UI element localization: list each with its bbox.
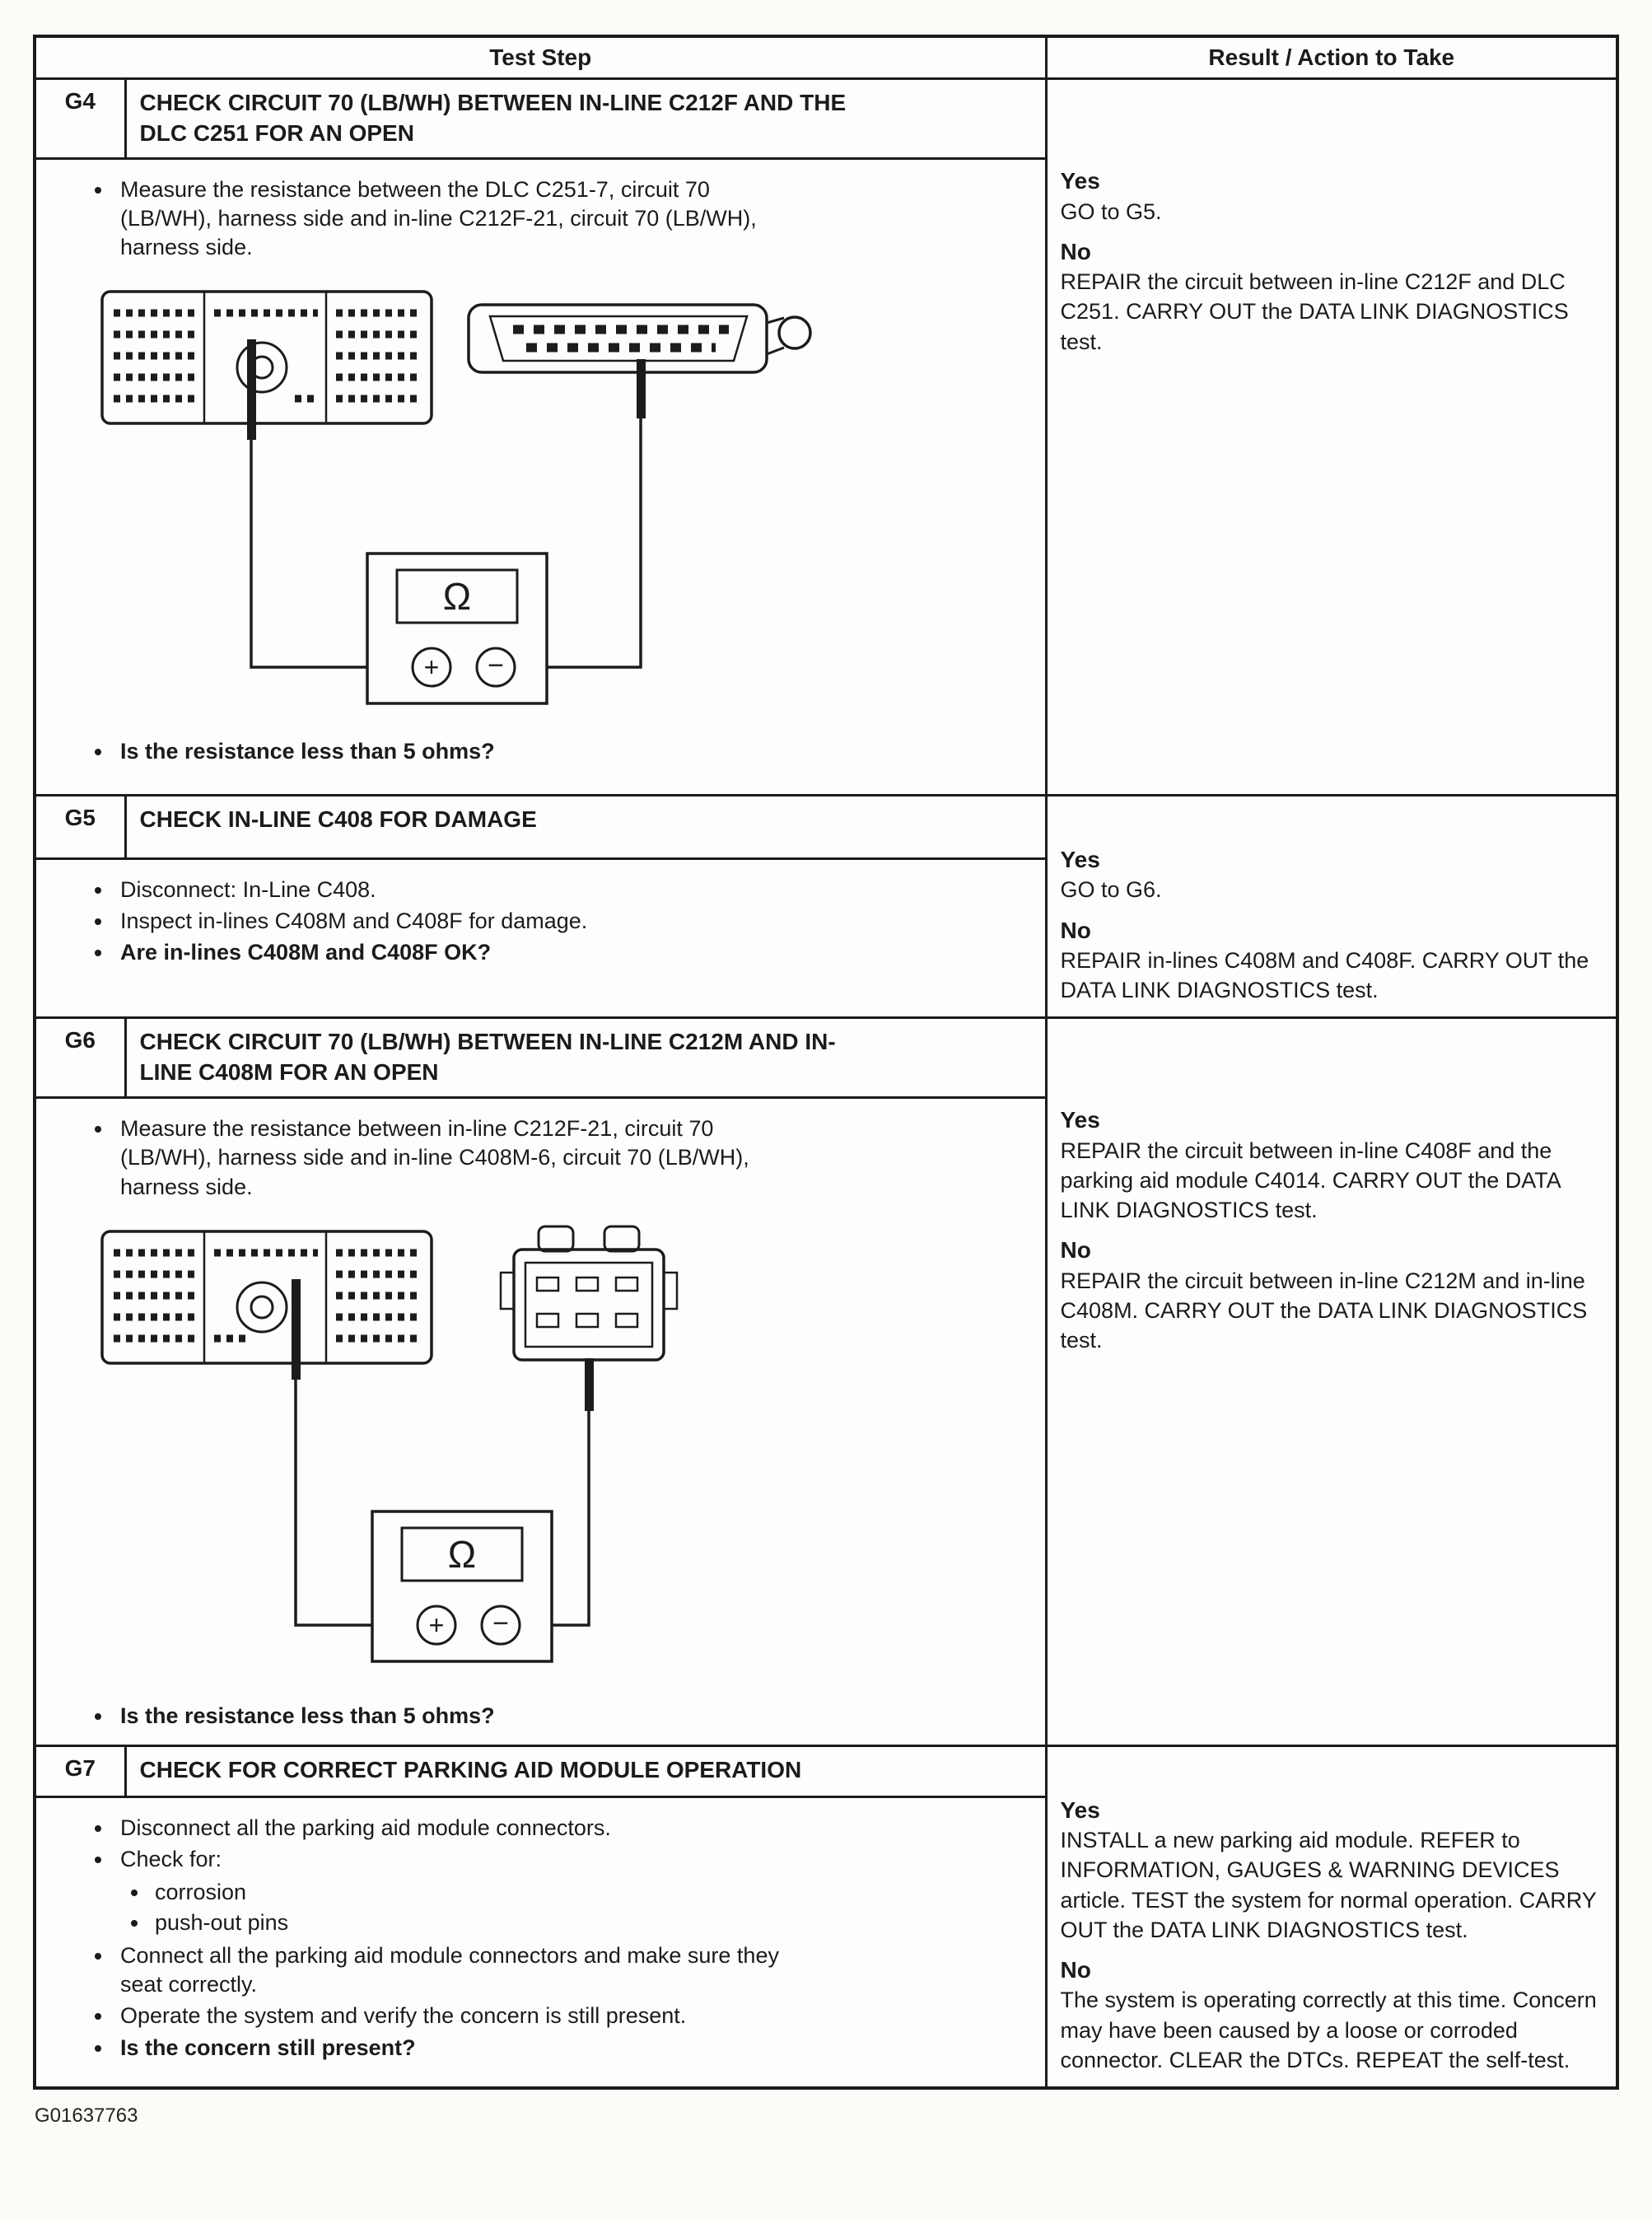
test-probe: [292, 1279, 301, 1380]
result-yes-label: Yes: [1060, 1796, 1100, 1823]
step-g5-id: G5: [35, 795, 125, 858]
terminal-cavity: [576, 1314, 598, 1327]
test-question: • Is the resistance less than 5 ohms?: [114, 737, 804, 766]
step-g4-instructions: [41, 175, 1035, 262]
step-g7-id: G7: [35, 1745, 125, 1796]
connector-keyway: [237, 343, 287, 392]
step-g7-instructions: [41, 1814, 1035, 1874]
step-g4-title: CHECK CIRCUIT 70 (LB/WH) BETWEEN IN-LINE C212F AND THE DLC C251 FOR AN OPEN: [125, 79, 1046, 159]
step-g5-title: CHECK IN-LINE C408 FOR DAMAGE: [125, 795, 1046, 858]
g6-wiring-diagram: [94, 1222, 1035, 1689]
step-g5-title-row: [35, 795, 1617, 858]
terminal-cavity: [616, 1278, 637, 1291]
column-header-test-step: Test Step: [35, 36, 1046, 79]
pinpoint-test-table: [33, 35, 1619, 2090]
ohmmeter: [372, 1511, 552, 1661]
connector-keyway-center: [251, 1296, 273, 1318]
step-g7-title: CHECK FOR CORRECT PARKING AID MODULE OPERATION: [125, 1745, 1046, 1796]
step-g5-body-cell: [35, 859, 1046, 1018]
step-g7-instructions-continued: [41, 1941, 1035, 2062]
check-item: • corrosion: [150, 1878, 797, 1907]
plus-symbol: +: [423, 652, 440, 683]
connector-tab: [604, 1226, 639, 1251]
ohm-symbol: Ω: [442, 575, 472, 619]
check-item: • push-out pins: [150, 1908, 797, 1937]
test-lead-wire-left: [251, 440, 367, 667]
test-question: • Are in-lines C408M and C408F OK?: [114, 938, 804, 967]
terminal-cavity: [616, 1314, 637, 1327]
terminal-cavity: [537, 1314, 558, 1327]
result-no-action: REPAIR in-lines C408M and C408F. CARRY OUT the DATA LINK DIAGNOSTICS test.: [1060, 948, 1589, 1003]
result-no-label: No: [1060, 1237, 1091, 1264]
test-instruction: • Operate the system and verify the concern is still present.: [114, 2002, 804, 2030]
result-yes-action: GO to G6.: [1060, 877, 1162, 903]
step-g4-result-cell: [1046, 79, 1617, 796]
step-g4-title-row: [35, 79, 1617, 159]
figure-id: G01637763: [35, 2104, 138, 2127]
result-yes-label: Yes: [1060, 846, 1100, 872]
inline-connector-c212m: [102, 1231, 432, 1380]
terminal-cavity: [576, 1278, 598, 1291]
table-header-row: [35, 36, 1617, 79]
result-yes-label: Yes: [1060, 1107, 1100, 1133]
test-question: • Is the concern still present?: [114, 2034, 804, 2063]
test-probe: [637, 359, 646, 418]
connector-tab: [539, 1226, 573, 1251]
terminal-cavity: [537, 1278, 558, 1291]
result-yes-action: INSTALL a new parking aid module. REFER to INFORMATION, GAUGES & WARNING DEVICES article. TEST the system for normal operation. CARRY OUT the DATA LINK DIAGNOSTICS test.: [1060, 1828, 1597, 1942]
connector-keyway: [237, 1282, 287, 1332]
test-lead-wire-left: [296, 1380, 372, 1625]
result-no-action: REPAIR the circuit between in-line C212F and DLC C251. CARRY OUT the DATA LINK DIAGNOSTICS test.: [1060, 269, 1569, 354]
ohmmeter: [367, 554, 547, 703]
step-g6-result-cell: [1046, 1018, 1617, 1745]
step-g6-id: G6: [35, 1018, 125, 1098]
g4-diagram-svg: [94, 282, 819, 718]
connector-ear: [664, 1273, 677, 1309]
plus-symbol: +: [428, 1609, 445, 1640]
result-yes-label: Yes: [1060, 168, 1100, 194]
column-header-result: Result / Action to Take: [1046, 36, 1617, 79]
test-probe: [585, 1358, 594, 1411]
result-no-action: REPAIR the circuit between in-line C212M and in-line C408M. CARRY OUT the DATA LINK DIAGNOSTICS test.: [1060, 1268, 1588, 1353]
test-question: • Is the resistance less than 5 ohms?: [114, 1702, 804, 1731]
mounting-hole: [779, 317, 810, 348]
test-instruction: • Inspect in-lines C408M and C408F for damage.: [114, 907, 804, 936]
inline-connector-c408m: [501, 1226, 677, 1411]
step-g5-result-cell: [1046, 795, 1617, 1018]
inline-connector-c212f: [102, 292, 432, 440]
result-yes-action: REPAIR the circuit between in-line C408F and the parking aid module C4014. CARRY OUT the DATA LINK DIAGNOSTICS test.: [1060, 1138, 1561, 1223]
test-instruction: • Measure the resistance between the DLC C251-7, circuit 70 (LB/WH), harness side and in-line C212F-21, circuit 70 (LB/WH), harness side.: [114, 175, 804, 262]
g6-diagram-svg: [94, 1222, 819, 1683]
step-g6-title: CHECK CIRCUIT 70 (LB/WH) BETWEEN IN-LINE C212M AND IN-LINE C408M FOR AN OPEN: [125, 1018, 1046, 1098]
result-yes-action: GO to G5.: [1060, 199, 1162, 224]
step-g7-result-cell: [1046, 1745, 1617, 2088]
test-instruction: • Check for:: [114, 1845, 804, 1874]
step-g6-title-row: [35, 1018, 1617, 1098]
ohm-symbol: Ω: [447, 1532, 477, 1576]
step-g6-instructions: [41, 1114, 1035, 1201]
dlc-connector-c251: [469, 305, 810, 418]
step-g6-question-list: [41, 1702, 1035, 1731]
result-no-label: No: [1060, 917, 1091, 943]
test-instruction: • Measure the resistance between in-line C212F-21, circuit 70 (LB/WH), harness side and in-line C408M-6, circuit 70 (LB/WH), harness side.: [114, 1114, 804, 1201]
step-g7-sub-list-wrap: [41, 1878, 1035, 1937]
connector-ear: [501, 1273, 514, 1309]
test-instruction: • Connect all the parking aid module connectors and make sure they seat correctly.: [114, 1941, 804, 1999]
result-no-action: The system is operating correctly at this time. Concern may have been caused by a loose or corroded connector. CLEAR the DTCs. REPEAT the self-test.: [1060, 1988, 1597, 2072]
result-no-label: No: [1060, 1956, 1091, 1983]
test-lead-wire-right: [547, 418, 641, 667]
step-g7-title-row: [35, 1745, 1617, 1796]
minus-symbol: −: [488, 650, 504, 682]
step-g4-body-cell: [35, 158, 1046, 795]
step-g7-check-items: [114, 1878, 797, 1937]
test-lead-wire-right: [552, 1411, 589, 1625]
step-g5-instructions: [41, 876, 1035, 967]
step-g6-body-cell: [35, 1098, 1046, 1745]
step-g4-question-list: [41, 737, 1035, 766]
g4-wiring-diagram: [94, 282, 1035, 724]
result-no-label: No: [1060, 238, 1091, 264]
step-g7-body-cell: [35, 1796, 1046, 2088]
minus-symbol: −: [492, 1607, 509, 1639]
test-probe: [247, 339, 256, 440]
test-instruction: • Disconnect: In-Line C408.: [114, 876, 804, 904]
test-instruction: • Disconnect all the parking aid module connectors.: [114, 1814, 804, 1843]
step-g4-id: G4: [35, 79, 125, 159]
